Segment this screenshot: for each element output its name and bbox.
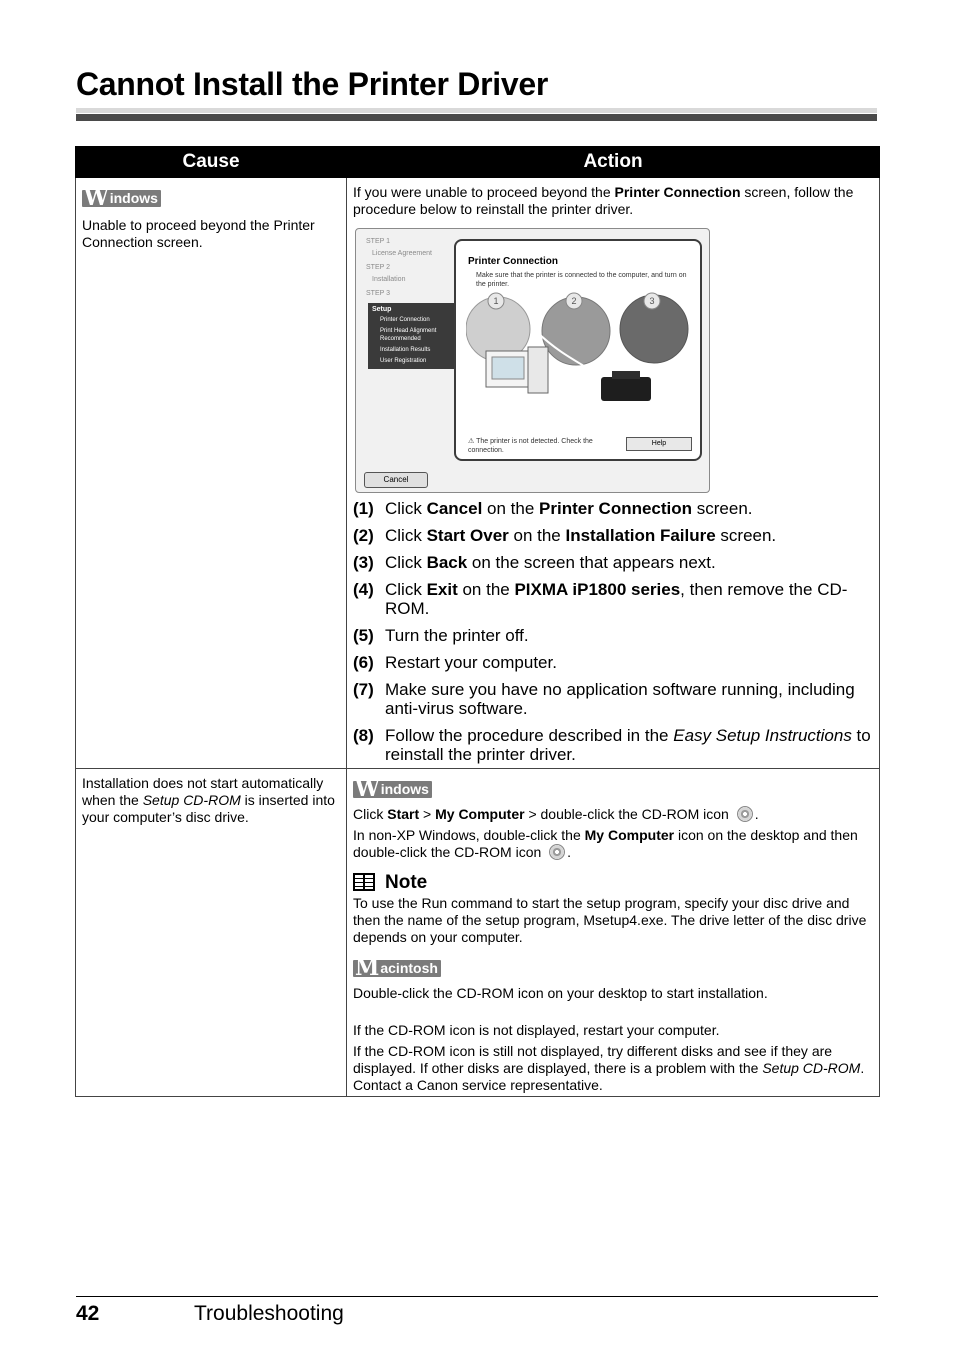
macintosh-instruction-3: If the CD-ROM icon is still not displayed, try different disks and see if they are displayed. If other disks are displayed, there is a problem with the Setup CD-ROM. Contact a Canon service representative.	[353, 1043, 865, 1093]
computer-tower-icon	[528, 347, 548, 393]
dialog-setup-box: Setup Printer Connection Print Head Alignment Recommended Installation Results User Registration	[368, 303, 456, 369]
note-label: Note	[385, 871, 428, 893]
list-item: (2) Click Start Over on the Installation Failure screen.	[353, 526, 777, 545]
macintosh-instruction-2: If the CD-ROM icon is not displayed, restart your computer.	[353, 1022, 720, 1038]
list-item: (1) Click Cancel on the Printer Connection screen.	[353, 499, 753, 518]
callout-3-label: 3	[649, 296, 655, 306]
note-text: To use the Run command to start the setup program, specify your disc drive and then the name of the setup program, Msetup4.exe. The drive letter of the disc drive depends on your computer.	[353, 895, 867, 945]
cd-rom-icon	[737, 806, 753, 822]
page-title: Cannot Install the Printer Driver	[76, 66, 548, 102]
dialog-cancel-button[interactable]: Cancel	[364, 472, 428, 488]
list-item: (5) Turn the printer off.	[353, 626, 529, 645]
footer-section-title: Troubleshooting	[194, 1302, 344, 1325]
action-cell	[347, 178, 880, 769]
printer-connection-illustration	[466, 291, 696, 411]
printer-icon	[601, 377, 651, 401]
cd-rom-icon	[549, 844, 565, 860]
header-cause: Cause	[76, 147, 347, 178]
cause-action-table	[75, 146, 880, 1097]
footer-rule	[76, 1296, 878, 1297]
note-book-icon	[353, 873, 375, 891]
table-row	[76, 178, 880, 769]
table-row	[76, 769, 880, 1097]
list-item: (7) Make sure you have no application software running, including anti-virus software.	[353, 680, 855, 718]
list-item: (8) Follow the procedure described in the Easy Setup Instructions to reinstall the printer driver.	[353, 726, 871, 764]
printer-top	[612, 371, 640, 379]
intro-text: If you were unable to proceed beyond the Printer Connection screen, follow the procedure below to reinstall the printer driver.	[353, 184, 854, 217]
callout-2-label: 2	[571, 296, 577, 306]
cause-cell	[76, 769, 347, 1097]
windows-instruction-2: In non-XP Windows, double-click the My Computer icon on the desktop and then double-click the CD-ROM icon .	[353, 827, 858, 860]
windows-badge: Windows	[82, 190, 161, 207]
macintosh-badge: Macintosh	[353, 960, 441, 977]
title-rule	[76, 108, 877, 121]
table-header-row	[76, 147, 880, 178]
cause-text: Unable to proceed beyond the Printer Connection screen.	[82, 217, 315, 250]
cause-cell	[76, 178, 347, 769]
header-action: Action	[347, 147, 880, 178]
callout-1-label: 1	[493, 296, 499, 306]
dialog-warning: ⚠ The printer is not detected. Check the connection.	[468, 438, 593, 454]
windows-badge: Windows	[353, 781, 432, 798]
cause-text: Installation does not start automatically when the Setup CD-ROM is inserted into your computer’s disc drive.	[82, 775, 335, 825]
dialog-panel-text: Make sure that the printer is connected to the computer, and turn on the printer.	[476, 272, 687, 288]
windows-instruction-1: Click Start > My Computer > double-click the CD-ROM icon .	[353, 806, 759, 822]
list-item: (3) Click Back on the screen that appears next.	[353, 553, 716, 572]
action-cell	[347, 769, 880, 1097]
list-item: (6) Restart your computer.	[353, 653, 557, 672]
monitor-screen	[492, 357, 524, 379]
dialog-panel-title: Printer Connection	[468, 256, 559, 267]
note-header	[353, 873, 873, 891]
dialog-steps-pane: STEP 1 License Agreement STEP 2 Installation STEP 3	[366, 238, 432, 297]
printer-connection-dialog-screenshot	[355, 228, 710, 493]
dialog-help-button[interactable]: Help	[626, 437, 692, 451]
list-item: (4) Click Exit on the PIXMA iP1800 series, then remove the CD-ROM.	[353, 580, 848, 618]
step-list	[353, 499, 873, 764]
page-number: 42	[76, 1302, 100, 1325]
macintosh-instruction-1: Double-click the CD-ROM icon on your desktop to start installation.	[353, 985, 768, 1001]
